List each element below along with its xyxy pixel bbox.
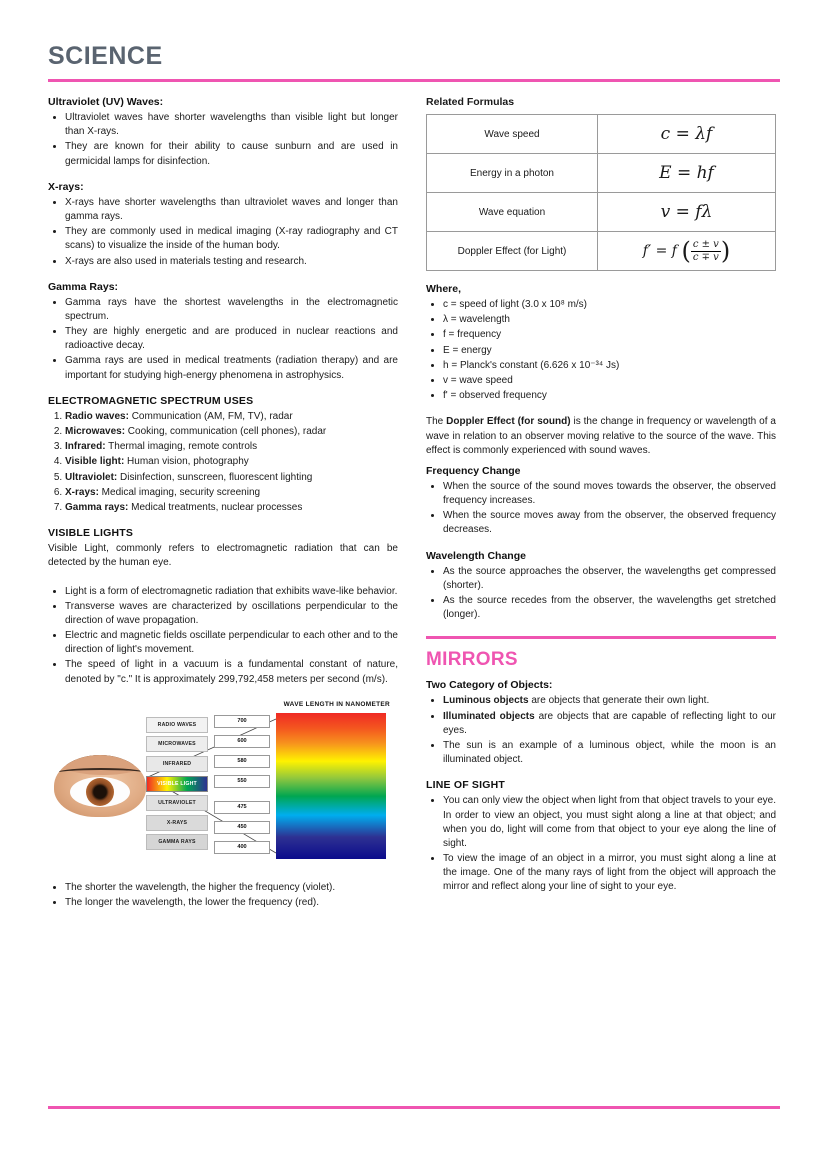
page-title: SCIENCE	[48, 42, 163, 70]
section-frequency-change	[426, 465, 776, 538]
section-heading: VISIBLE LIGHTS	[48, 527, 134, 540]
footer-divider	[48, 1106, 780, 1109]
list-item: • Ultraviolet waves have shorter wavelengths than visible light but longer than X-rays.	[65, 111, 398, 139]
uv-list	[48, 111, 398, 169]
figure-notes-list	[48, 881, 398, 910]
band-infrared: INFRARED	[146, 756, 208, 772]
electromagnetic-spectrum-figure	[48, 699, 396, 871]
section-heading: X-rays:	[48, 180, 84, 193]
doppler-term: Doppler Effect (for sound)	[446, 416, 571, 428]
term-text: are objects that are capable of reflecting light to our eyes.	[443, 710, 777, 736]
tick-580: 580	[214, 755, 270, 768]
list-item: • f = frequency	[443, 328, 776, 342]
list-item: • Light is a form of electromagnetic radiation that exhibits wave-like behavior.	[65, 585, 398, 599]
section-ultraviolet	[48, 96, 398, 169]
list-item	[443, 739, 776, 767]
table-row	[427, 115, 776, 154]
left-column	[48, 96, 398, 911]
formula-name: Wave speed	[427, 115, 598, 154]
doppler-lead: The	[426, 416, 447, 428]
band-gamma-rays: GAMMA RAYS	[146, 834, 208, 850]
term: Illuminated objects	[443, 710, 535, 722]
section-heading: Gamma Rays:	[48, 280, 119, 293]
list-item: • E = energy	[443, 344, 776, 358]
band-radio-waves: RADIO WAVES	[146, 717, 208, 733]
spacer	[48, 578, 398, 585]
list-item: • They are commonly used in medical imaging (X-ray radiography and CT scans) to visualize the inside of the human body.	[65, 225, 398, 253]
list-item	[65, 471, 398, 485]
list-item: • The speed of light in a vacuum is a fundamental constant of nature, denoted by "c." It is approximately 299,792,458 meters per second (m/s).	[65, 658, 398, 686]
visible-list	[48, 585, 398, 687]
section-heading: Wavelength Change	[426, 549, 526, 562]
list-item	[65, 486, 398, 500]
list-item: • The shorter the wavelength, the higher the frequency (violet).	[65, 881, 398, 895]
band-visible-light: VISIBLE LIGHT	[146, 776, 208, 792]
two-column-layout	[48, 96, 780, 911]
section-heading: Where,	[426, 283, 462, 295]
list-item: • X-rays have shorter wavelengths than ultraviolet waves and longer than gamma rays.	[65, 196, 398, 224]
list-item: • The longer the wavelength, the lower the frequency (red).	[65, 896, 398, 910]
doppler-text: is the change in frequency or wavelength of a wave in relation to an observer moving relative to the source of the wave. This effect is commonly experienced with sound waves.	[426, 416, 776, 456]
section-gamma-rays	[48, 281, 398, 383]
list-item: • c = speed of light (3.0 x 10⁸ m/s)	[443, 298, 776, 312]
table-row	[427, 193, 776, 232]
formula-expression-photon-energy: E = hf	[598, 154, 776, 193]
list-item: • As the source approaches the observer, the wavelengths get compressed (shorter).	[443, 565, 776, 593]
list-item: • Electric and magnetic fields oscillate perpendicular to each other and to the direction of light's movement.	[65, 629, 398, 657]
term: X-rays:	[65, 486, 99, 498]
section-where	[426, 283, 776, 403]
term-text: Human vision, photography	[124, 456, 249, 468]
tick-400: 400	[214, 841, 270, 854]
list-item: • v = wave speed	[443, 374, 776, 388]
band-ultraviolet: ULTRAVIOLET	[146, 795, 208, 811]
frequency-change-list	[426, 480, 776, 538]
list-item: • Gamma rays have the shortest wavelengths in the electromagnetic spectrum.	[65, 296, 398, 324]
list-item: • When the source moves away from the observer, the observed frequency decreases.	[443, 509, 776, 537]
visible-intro: Visible Light, commonly refers to electromagnetic radiation that can be detected by the human eye.	[48, 543, 398, 569]
term-text: The sun is an example of a luminous object, while the moon is an illuminated object.	[443, 739, 776, 766]
term-text: Cooking, communication (cell phones), radar	[125, 426, 327, 437]
list-item	[65, 501, 398, 515]
list-item: • When the source of the sound moves towards the observer, the observed frequency increases.	[443, 480, 776, 508]
title-divider	[48, 79, 780, 82]
human-eye-illustration	[54, 755, 146, 817]
wavelength-tick-column	[208, 713, 276, 859]
section-line-of-sight	[426, 779, 776, 894]
tick-600: 600	[214, 735, 270, 748]
gamma-list	[48, 296, 398, 383]
section-xrays	[48, 181, 398, 269]
section-wavelength-change	[426, 550, 776, 623]
term: Infrared:	[65, 441, 106, 453]
term-text: are objects that generate their own light.	[528, 695, 710, 707]
formula-expression-wave-equation: v = fλ	[598, 193, 776, 232]
list-item	[65, 410, 398, 424]
list-item: • They are highly energetic and are produced in nuclear reactions and radioactive decay.	[65, 325, 398, 353]
list-item: • λ = wavelength	[443, 313, 776, 327]
formula-name: Doppler Effect (for Light)	[427, 232, 598, 271]
list-item: • f' = observed frequency	[443, 389, 776, 403]
formula-name: Energy in a photon	[427, 154, 598, 193]
mirrors-divider	[426, 636, 776, 639]
list-item	[443, 710, 776, 738]
list-item: • You can only view the object when light from that object travels to your eye. In order to view an object, you must sight along a line at that object; and when you do, light will come from that object to your eye along the line of sight.	[443, 794, 776, 851]
section-heading: Frequency Change	[426, 464, 521, 477]
related-formulas-heading: Related Formulas	[426, 96, 515, 108]
doppler-definition	[426, 415, 776, 458]
formula-name: Wave equation	[427, 193, 598, 232]
list-item: • As the source recedes from the observer, the wavelengths get stretched (longer).	[443, 594, 776, 622]
section-object-categories	[426, 679, 776, 767]
section-heading: LINE OF SIGHT	[426, 779, 506, 792]
object-categories-list	[426, 694, 776, 767]
section-visible-lights	[48, 527, 398, 687]
list-item: • Transverse waves are characterized by oscillations perpendicular to the direction of wave propagation.	[65, 600, 398, 628]
related-formulas-table	[426, 114, 776, 271]
wavelength-change-list	[426, 565, 776, 623]
list-item	[65, 455, 398, 469]
spectrum-band-list	[146, 717, 208, 854]
spectrum-uses-list	[48, 410, 398, 515]
section-heading: Two Category of Objects:	[426, 679, 553, 692]
figure-caption: WAVE LENGTH IN NANOMETER	[283, 700, 390, 708]
term: Visible light:	[65, 456, 125, 468]
tick-550: 550	[214, 775, 270, 788]
list-item: • X-rays are also used in materials testing and research.	[65, 255, 398, 269]
term: Ultraviolet:	[65, 471, 118, 483]
term-text: Communication (AM, FM, TV), radar	[128, 410, 293, 422]
eyelash-shape	[56, 768, 146, 778]
where-list	[426, 298, 776, 403]
visible-spectrum-gradient	[276, 713, 386, 859]
band-x-rays: X-RAYS	[146, 815, 208, 831]
list-item: • Gamma rays are used in medical treatments (radiation therapy) and are important for studying high-energy phenomena in astrophysics.	[65, 354, 398, 382]
term-text: Disinfection, sunscreen, fluorescent lighting	[117, 471, 313, 483]
table-row	[427, 232, 776, 271]
term-text: Medical treatments, nuclear processes	[128, 501, 303, 513]
mirrors-heading: MIRRORS	[426, 649, 518, 671]
term: Radio waves:	[65, 410, 129, 422]
line-of-sight-list	[426, 794, 776, 894]
list-item: • They are known for their ability to cause sunburn and are used in germicidal lamps for disinfection.	[65, 140, 398, 168]
section-spectrum-uses	[48, 395, 398, 515]
list-item: • h = Planck's constant (6.626 x 10⁻³⁴ Js)	[443, 359, 776, 373]
list-item: • To view the image of an object in a mirror, you must sight along a line at the image. One of the many rays of light from the object will approach the mirror and reflect along your line of sight to your eye.	[443, 852, 776, 895]
tick-450: 450	[214, 821, 270, 834]
right-column	[426, 96, 776, 907]
list-item	[65, 425, 398, 439]
band-microwaves: MICROWAVES	[146, 736, 208, 752]
term: Luminous objects	[443, 695, 529, 707]
xrays-list	[48, 196, 398, 269]
formula-expression-wave-speed: c = λf	[598, 115, 776, 154]
section-heading: ELECTROMAGNETIC SPECTRUM USES	[48, 394, 254, 407]
formula-expression-doppler: f′ = f ( $\frac{c \pm v}{c \mp v}$ )	[598, 232, 776, 271]
section-heading: Ultraviolet (UV) Waves:	[48, 96, 164, 108]
list-item	[443, 694, 776, 708]
term-text: Thermal imaging, remote controls	[105, 441, 258, 453]
term: Gamma rays:	[65, 501, 129, 513]
tick-700: 700	[214, 715, 270, 728]
eye-iris	[86, 778, 114, 806]
term-text: Medical imaging, security screening	[98, 486, 261, 498]
tick-475: 475	[214, 801, 270, 814]
list-item	[65, 440, 398, 454]
term: Microwaves:	[65, 426, 126, 437]
table-row	[427, 154, 776, 193]
